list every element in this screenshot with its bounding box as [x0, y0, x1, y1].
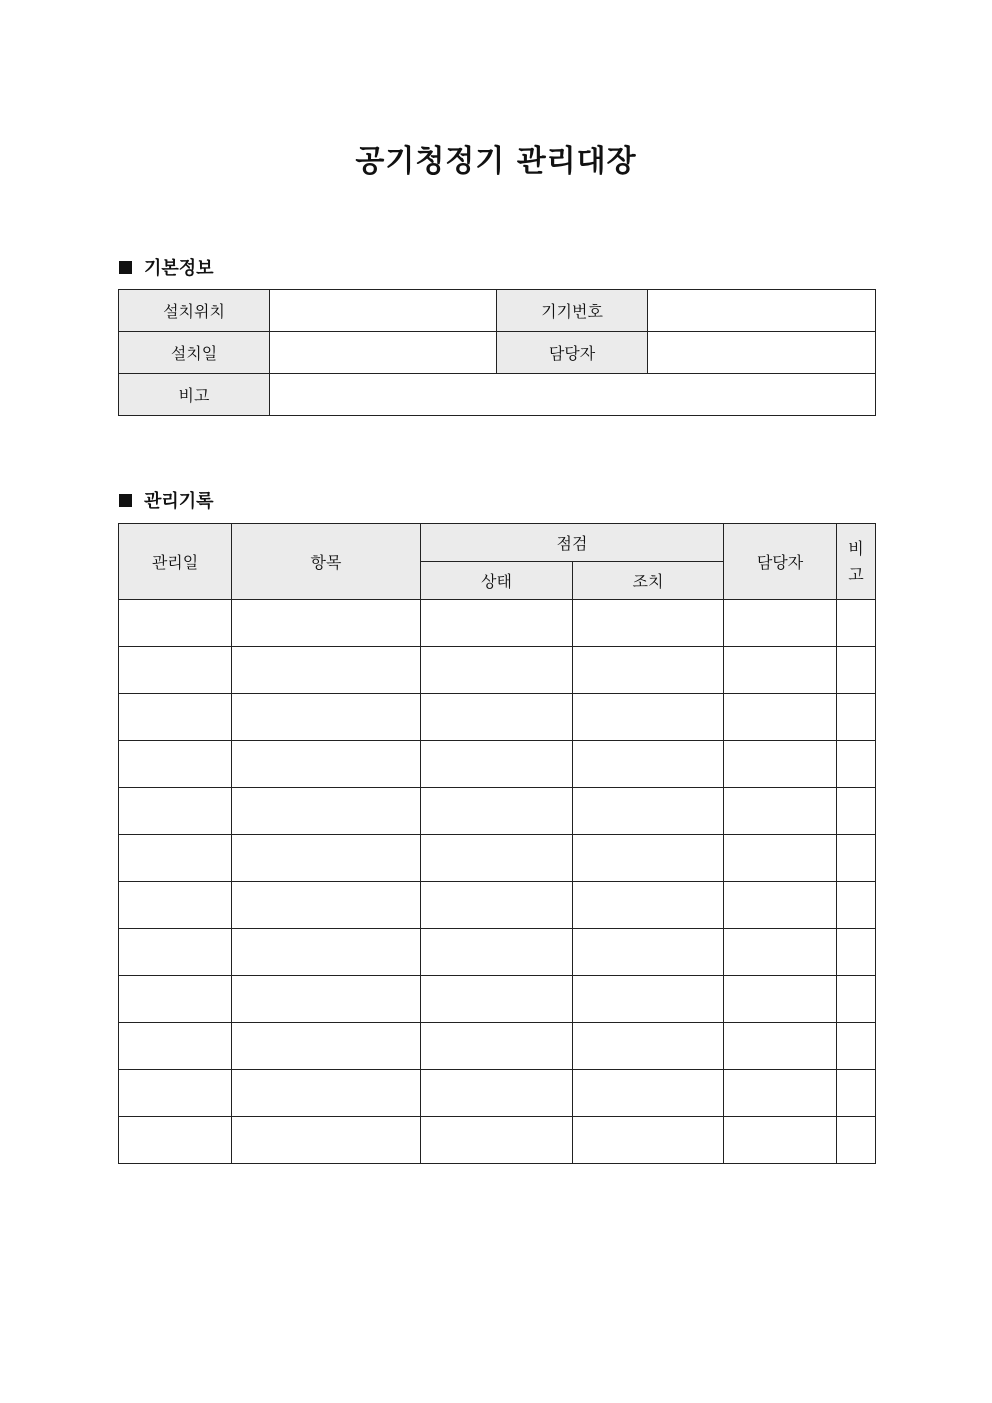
manager-cell[interactable]: [724, 976, 837, 1023]
manager-cell[interactable]: [724, 1117, 837, 1164]
status-cell[interactable]: [421, 1117, 573, 1164]
item-cell[interactable]: [232, 1117, 421, 1164]
date-cell[interactable]: [119, 600, 232, 647]
table-row: [119, 882, 876, 929]
status-cell[interactable]: [421, 741, 573, 788]
manager-cell[interactable]: [724, 1023, 837, 1070]
remarks-cell[interactable]: [837, 929, 876, 976]
table-row: [119, 647, 876, 694]
table-row: [119, 600, 876, 647]
manager-cell[interactable]: [724, 647, 837, 694]
manager-cell[interactable]: [724, 929, 837, 976]
item-cell[interactable]: [232, 976, 421, 1023]
status-cell[interactable]: [421, 788, 573, 835]
device-number-label: 기기번호: [497, 290, 648, 332]
basic-info-heading-label: 기본정보: [144, 258, 214, 279]
remarks-label: 비고: [119, 374, 270, 416]
log-heading: [119, 487, 214, 513]
install-date-label: 설치일: [119, 332, 270, 374]
remarks-cell[interactable]: [837, 1117, 876, 1164]
status-cell[interactable]: [421, 882, 573, 929]
remarks-cell[interactable]: [837, 694, 876, 741]
col-inspection-header: 점검: [421, 524, 724, 562]
status-cell[interactable]: [421, 694, 573, 741]
col-remarks-header: [837, 524, 876, 600]
manager-label: 담당자: [497, 332, 648, 374]
item-cell[interactable]: [232, 929, 421, 976]
basic-info-table: [118, 289, 876, 416]
date-cell[interactable]: [119, 788, 232, 835]
table-row: [119, 1117, 876, 1164]
item-cell[interactable]: [232, 600, 421, 647]
date-cell[interactable]: [119, 835, 232, 882]
basic-info-heading: [119, 254, 214, 280]
action-cell[interactable]: [573, 976, 724, 1023]
remarks-cell[interactable]: [837, 788, 876, 835]
table-row: [119, 788, 876, 835]
col-manager-header: 담당자: [724, 524, 837, 600]
page-title: 공기청정기 관리대장: [355, 144, 637, 179]
date-cell[interactable]: [119, 1070, 232, 1117]
item-cell[interactable]: [232, 788, 421, 835]
device-number-field[interactable]: [648, 290, 876, 332]
date-cell[interactable]: [119, 882, 232, 929]
remarks-cell[interactable]: [837, 882, 876, 929]
col-item-header: 항목: [232, 524, 421, 600]
status-cell[interactable]: [421, 600, 573, 647]
date-cell[interactable]: [119, 976, 232, 1023]
col-status-header: 상태: [421, 562, 573, 600]
action-cell[interactable]: [573, 647, 724, 694]
install-location-field[interactable]: [270, 290, 497, 332]
square-bullet-icon: [119, 261, 132, 274]
item-cell[interactable]: [232, 1070, 421, 1117]
status-cell[interactable]: [421, 929, 573, 976]
action-cell[interactable]: [573, 600, 724, 647]
col-date-header: 관리일: [119, 524, 232, 600]
manager-cell[interactable]: [724, 835, 837, 882]
table-row: [119, 741, 876, 788]
table-row: [119, 835, 876, 882]
action-cell[interactable]: [573, 1023, 724, 1070]
status-cell[interactable]: [421, 976, 573, 1023]
item-cell[interactable]: [232, 647, 421, 694]
manager-cell[interactable]: [724, 694, 837, 741]
item-cell[interactable]: [232, 835, 421, 882]
date-cell[interactable]: [119, 1117, 232, 1164]
item-cell[interactable]: [232, 694, 421, 741]
action-cell[interactable]: [573, 1070, 724, 1117]
status-cell[interactable]: [421, 835, 573, 882]
log-heading-label: 관리기록: [144, 491, 214, 512]
date-cell[interactable]: [119, 741, 232, 788]
manager-cell[interactable]: [724, 882, 837, 929]
action-cell[interactable]: [573, 1117, 724, 1164]
remarks-cell[interactable]: [837, 600, 876, 647]
col-remarks-char-2: 고: [848, 564, 864, 584]
action-cell[interactable]: [573, 882, 724, 929]
date-cell[interactable]: [119, 1023, 232, 1070]
table-row: [119, 694, 876, 741]
manager-cell[interactable]: [724, 788, 837, 835]
status-cell[interactable]: [421, 647, 573, 694]
manager-field[interactable]: [648, 332, 876, 374]
table-row: [119, 1070, 876, 1117]
action-cell[interactable]: [573, 929, 724, 976]
remarks-cell[interactable]: [837, 647, 876, 694]
date-cell[interactable]: [119, 694, 232, 741]
action-cell[interactable]: [573, 835, 724, 882]
remarks-cell[interactable]: [837, 835, 876, 882]
status-cell[interactable]: [421, 1023, 573, 1070]
table-row: [119, 1023, 876, 1070]
date-cell[interactable]: [119, 647, 232, 694]
manager-cell[interactable]: [724, 1070, 837, 1117]
action-cell[interactable]: [573, 694, 724, 741]
col-action-header: 조치: [573, 562, 724, 600]
manager-cell[interactable]: [724, 600, 837, 647]
remarks-cell[interactable]: [837, 976, 876, 1023]
action-cell[interactable]: [573, 741, 724, 788]
item-cell[interactable]: [232, 882, 421, 929]
install-location-label: 설치위치: [119, 290, 270, 332]
status-cell[interactable]: [421, 1070, 573, 1117]
table-row: [119, 976, 876, 1023]
install-date-field[interactable]: [270, 332, 497, 374]
date-cell[interactable]: [119, 929, 232, 976]
remarks-field[interactable]: [270, 374, 876, 416]
item-cell[interactable]: [232, 741, 421, 788]
col-remarks-char-1: 비: [848, 538, 864, 558]
remarks-cell[interactable]: [837, 1023, 876, 1070]
manager-cell[interactable]: [724, 741, 837, 788]
remarks-cell[interactable]: [837, 1070, 876, 1117]
management-log-table: [118, 523, 876, 1164]
item-cell[interactable]: [232, 1023, 421, 1070]
square-bullet-icon: [119, 494, 132, 507]
action-cell[interactable]: [573, 788, 724, 835]
table-row: [119, 929, 876, 976]
remarks-cell[interactable]: [837, 741, 876, 788]
